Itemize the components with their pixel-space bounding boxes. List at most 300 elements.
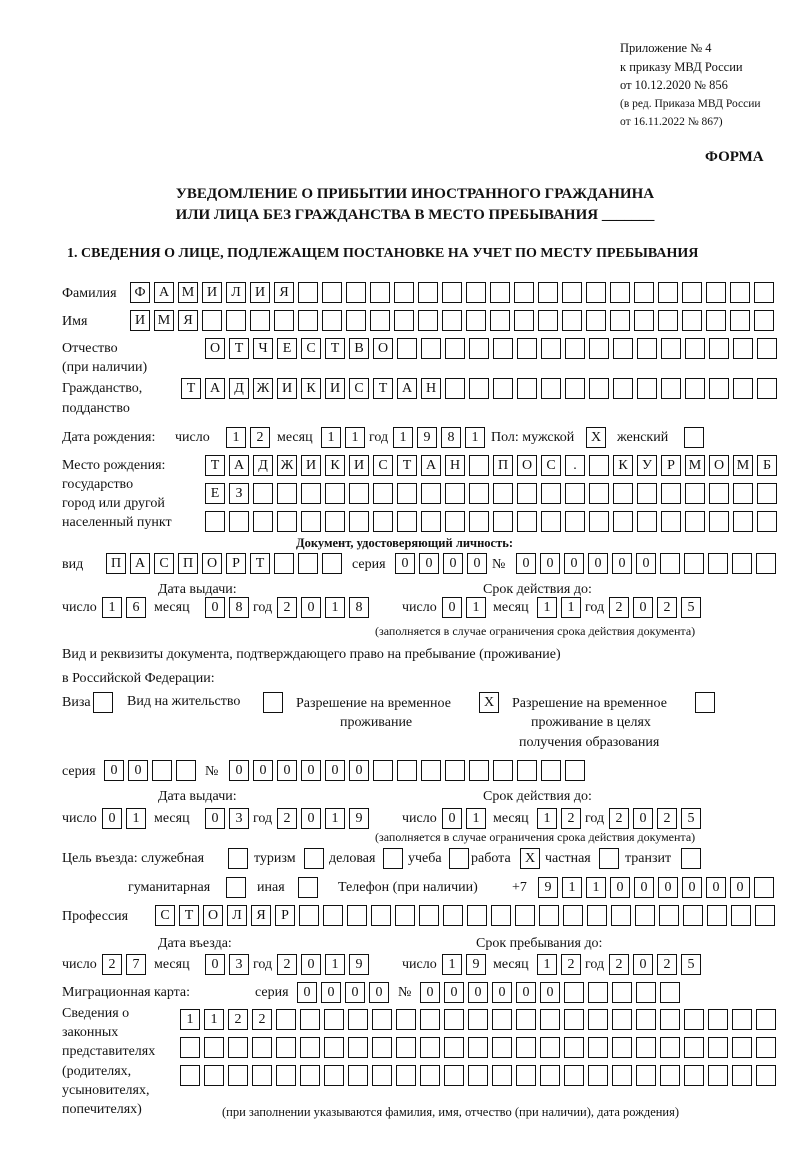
char-box[interactable]: 0 (634, 877, 654, 898)
char-box[interactable]: 0 (395, 553, 415, 574)
char-box[interactable]: К (301, 378, 321, 399)
char-box[interactable]: И (250, 282, 270, 303)
char-box[interactable] (373, 760, 393, 781)
char-box[interactable] (565, 338, 585, 359)
char-box[interactable]: Т (373, 378, 393, 399)
checkbox[interactable]: X (479, 692, 499, 713)
char-box[interactable]: 8 (229, 597, 249, 618)
char-box[interactable] (637, 378, 657, 399)
char-box[interactable] (493, 378, 513, 399)
char-box[interactable] (733, 378, 753, 399)
char-box[interactable]: 0 (730, 877, 750, 898)
char-box[interactable]: 7 (126, 954, 146, 975)
char-box[interactable]: 6 (126, 597, 146, 618)
char-box[interactable] (682, 310, 702, 331)
char-box[interactable]: 2 (609, 808, 629, 829)
char-box[interactable] (322, 553, 342, 574)
purpose-humanitarian-checkbox[interactable] (226, 877, 246, 898)
representatives-field[interactable] (180, 1065, 776, 1086)
char-box[interactable]: 0 (205, 954, 225, 975)
char-box[interactable]: 9 (538, 877, 558, 898)
char-box[interactable] (660, 1009, 680, 1030)
char-box[interactable] (612, 1037, 632, 1058)
char-box[interactable] (732, 1009, 752, 1030)
char-box[interactable] (228, 1037, 248, 1058)
char-box[interactable] (421, 338, 441, 359)
char-box[interactable]: 0 (443, 553, 463, 574)
char-box[interactable] (419, 905, 439, 926)
char-box[interactable] (562, 282, 582, 303)
profession-field[interactable] (155, 905, 775, 926)
char-box[interactable] (349, 483, 369, 504)
char-box[interactable] (637, 338, 657, 359)
char-box[interactable]: 0 (128, 760, 148, 781)
char-box[interactable] (180, 1037, 200, 1058)
char-box[interactable]: Т (397, 455, 417, 476)
char-box[interactable] (445, 483, 465, 504)
char-box[interactable] (730, 282, 750, 303)
char-box[interactable] (421, 483, 441, 504)
char-box[interactable] (176, 760, 196, 781)
char-box[interactable]: Ф (130, 282, 150, 303)
char-box[interactable]: 3 (229, 954, 249, 975)
char-box[interactable] (493, 483, 513, 504)
birth-day-field[interactable] (226, 427, 270, 448)
char-box[interactable]: Т (325, 338, 345, 359)
char-box[interactable] (228, 1065, 248, 1086)
char-box[interactable]: Я (274, 282, 294, 303)
char-box[interactable] (469, 483, 489, 504)
char-box[interactable] (445, 511, 465, 532)
char-box[interactable] (469, 455, 489, 476)
char-box[interactable]: 0 (442, 597, 462, 618)
char-box[interactable]: 5 (681, 954, 701, 975)
char-box[interactable] (636, 1037, 656, 1058)
char-box[interactable]: М (154, 310, 174, 331)
char-box[interactable] (709, 483, 729, 504)
char-box[interactable] (274, 310, 294, 331)
char-box[interactable]: А (154, 282, 174, 303)
citizenship-field[interactable] (181, 378, 777, 399)
char-box[interactable]: 0 (104, 760, 124, 781)
char-box[interactable] (635, 905, 655, 926)
char-box[interactable]: 0 (633, 954, 653, 975)
char-box[interactable]: К (325, 455, 345, 476)
char-box[interactable] (660, 982, 680, 1003)
char-box[interactable]: 2 (277, 597, 297, 618)
char-box[interactable] (517, 378, 537, 399)
char-box[interactable]: 1 (442, 954, 462, 975)
char-box[interactable] (517, 483, 537, 504)
char-box[interactable] (229, 511, 249, 532)
char-box[interactable] (706, 310, 726, 331)
char-box[interactable] (299, 905, 319, 926)
char-box[interactable] (444, 1065, 464, 1086)
char-box[interactable] (754, 282, 774, 303)
char-box[interactable] (540, 1037, 560, 1058)
char-box[interactable]: 0 (516, 553, 536, 574)
char-box[interactable]: 2 (250, 427, 270, 448)
checkbox[interactable]: X (586, 427, 606, 448)
char-box[interactable] (684, 1037, 704, 1058)
char-box[interactable] (564, 982, 584, 1003)
char-box[interactable]: С (349, 378, 369, 399)
char-box[interactable] (491, 905, 511, 926)
char-box[interactable]: Л (227, 905, 247, 926)
char-box[interactable]: 2 (609, 597, 629, 618)
purpose-private-checkbox[interactable] (599, 848, 619, 869)
char-box[interactable] (538, 310, 558, 331)
char-box[interactable] (612, 982, 632, 1003)
char-box[interactable] (202, 310, 222, 331)
char-box[interactable] (394, 310, 414, 331)
char-box[interactable] (372, 1037, 392, 1058)
char-box[interactable] (468, 1065, 488, 1086)
char-box[interactable] (709, 511, 729, 532)
char-box[interactable]: П (493, 455, 513, 476)
char-box[interactable] (469, 338, 489, 359)
surname-field[interactable] (130, 282, 774, 303)
char-box[interactable] (684, 553, 704, 574)
char-box[interactable]: С (155, 905, 175, 926)
char-box[interactable] (564, 1065, 584, 1086)
checkbox[interactable] (298, 877, 318, 898)
char-box[interactable] (754, 310, 774, 331)
char-box[interactable] (588, 1065, 608, 1086)
char-box[interactable]: 0 (419, 553, 439, 574)
char-box[interactable]: В (349, 338, 369, 359)
stay-day-field[interactable] (442, 954, 486, 975)
char-box[interactable] (610, 282, 630, 303)
char-box[interactable]: И (277, 378, 297, 399)
char-box[interactable]: Т (229, 338, 249, 359)
char-box[interactable] (589, 378, 609, 399)
checkbox[interactable] (304, 848, 324, 869)
phone-field[interactable] (538, 877, 774, 898)
char-box[interactable]: 0 (658, 877, 678, 898)
char-box[interactable]: С (154, 553, 174, 574)
char-box[interactable] (683, 905, 703, 926)
char-box[interactable]: 3 (229, 808, 249, 829)
char-box[interactable]: 1 (345, 427, 365, 448)
char-box[interactable] (346, 310, 366, 331)
stay-year-field[interactable] (609, 954, 701, 975)
char-box[interactable]: А (130, 553, 150, 574)
char-box[interactable] (757, 378, 777, 399)
char-box[interactable] (516, 1009, 536, 1030)
char-box[interactable] (348, 1065, 368, 1086)
birthplace-field[interactable] (205, 455, 777, 476)
char-box[interactable] (588, 1037, 608, 1058)
char-box[interactable] (730, 310, 750, 331)
char-box[interactable] (492, 1065, 512, 1086)
char-box[interactable] (445, 338, 465, 359)
issue-year-field[interactable] (277, 597, 369, 618)
issue-month-field[interactable] (205, 808, 249, 829)
char-box[interactable]: О (709, 455, 729, 476)
char-box[interactable]: Т (179, 905, 199, 926)
purpose-study-checkbox[interactable] (449, 848, 469, 869)
checkbox[interactable] (599, 848, 619, 869)
char-box[interactable]: 0 (205, 808, 225, 829)
char-box[interactable]: 0 (321, 982, 341, 1003)
char-box[interactable]: 2 (561, 808, 581, 829)
char-box[interactable] (659, 905, 679, 926)
char-box[interactable] (373, 483, 393, 504)
char-box[interactable] (589, 483, 609, 504)
representatives-field[interactable] (180, 1037, 776, 1058)
char-box[interactable] (372, 1065, 392, 1086)
char-box[interactable]: И (202, 282, 222, 303)
temp-residence-checkbox[interactable] (479, 692, 499, 713)
char-box[interactable] (733, 338, 753, 359)
char-box[interactable]: Д (229, 378, 249, 399)
char-box[interactable] (396, 1065, 416, 1086)
valid-month-field[interactable] (537, 597, 581, 618)
char-box[interactable] (588, 1009, 608, 1030)
char-box[interactable]: 1 (537, 954, 557, 975)
char-box[interactable] (492, 1037, 512, 1058)
char-box[interactable]: 0 (420, 982, 440, 1003)
valid-day-field[interactable] (442, 597, 486, 618)
char-box[interactable]: 2 (277, 808, 297, 829)
char-box[interactable] (661, 338, 681, 359)
char-box[interactable] (756, 1065, 776, 1086)
purpose-business-checkbox[interactable] (383, 848, 403, 869)
char-box[interactable]: О (202, 553, 222, 574)
char-box[interactable] (301, 511, 321, 532)
char-box[interactable] (708, 553, 728, 574)
char-box[interactable] (253, 511, 273, 532)
issue-month-field[interactable] (205, 597, 249, 618)
char-box[interactable]: 5 (681, 597, 701, 618)
char-box[interactable] (420, 1037, 440, 1058)
char-box[interactable]: 0 (610, 877, 630, 898)
char-box[interactable]: 2 (657, 808, 677, 829)
char-box[interactable] (514, 282, 534, 303)
char-box[interactable]: 0 (345, 982, 365, 1003)
char-box[interactable]: 1 (586, 877, 606, 898)
char-box[interactable] (732, 1037, 752, 1058)
char-box[interactable]: И (130, 310, 150, 331)
char-box[interactable]: 2 (252, 1009, 272, 1030)
char-box[interactable] (322, 310, 342, 331)
char-box[interactable] (564, 1037, 584, 1058)
char-box[interactable] (565, 760, 585, 781)
char-box[interactable] (370, 310, 390, 331)
char-box[interactable] (444, 1009, 464, 1030)
valid-month-field[interactable] (537, 808, 581, 829)
char-box[interactable]: 0 (540, 982, 560, 1003)
char-box[interactable] (586, 282, 606, 303)
char-box[interactable] (708, 1009, 728, 1030)
char-box[interactable] (324, 1037, 344, 1058)
char-box[interactable]: 0 (325, 760, 345, 781)
char-box[interactable] (658, 310, 678, 331)
char-box[interactable] (685, 511, 705, 532)
char-box[interactable] (394, 282, 414, 303)
purpose-work-checkbox[interactable] (520, 848, 540, 869)
char-box[interactable] (324, 1065, 344, 1086)
char-box[interactable]: 0 (612, 553, 632, 574)
char-box[interactable]: Р (275, 905, 295, 926)
doc-series-field[interactable] (395, 553, 487, 574)
char-box[interactable]: 1 (561, 597, 581, 618)
char-box[interactable]: 1 (325, 597, 345, 618)
char-box[interactable] (397, 338, 417, 359)
char-box[interactable] (660, 1065, 680, 1086)
char-box[interactable]: . (565, 455, 585, 476)
char-box[interactable]: 1 (204, 1009, 224, 1030)
char-box[interactable] (490, 282, 510, 303)
char-box[interactable]: О (517, 455, 537, 476)
char-box[interactable] (589, 455, 609, 476)
temp-residence-edu-checkbox[interactable] (695, 692, 715, 713)
char-box[interactable] (276, 1009, 296, 1030)
char-box[interactable] (469, 511, 489, 532)
char-box[interactable] (298, 282, 318, 303)
char-box[interactable]: 1 (321, 427, 341, 448)
checkbox[interactable] (263, 692, 283, 713)
char-box[interactable] (613, 511, 633, 532)
entry-month-field[interactable] (205, 954, 249, 975)
checkbox[interactable] (695, 692, 715, 713)
char-box[interactable]: 0 (277, 760, 297, 781)
char-box[interactable] (468, 1009, 488, 1030)
visa-checkbox[interactable] (93, 692, 113, 713)
char-box[interactable]: 0 (706, 877, 726, 898)
female-checkbox[interactable] (684, 427, 704, 448)
char-box[interactable]: 2 (561, 954, 581, 975)
char-box[interactable] (300, 1065, 320, 1086)
char-box[interactable] (445, 378, 465, 399)
char-box[interactable] (756, 553, 776, 574)
male-checkbox[interactable] (586, 427, 606, 448)
char-box[interactable] (205, 511, 225, 532)
char-box[interactable]: 2 (657, 954, 677, 975)
char-box[interactable] (684, 1009, 704, 1030)
char-box[interactable]: 9 (417, 427, 437, 448)
char-box[interactable] (660, 553, 680, 574)
char-box[interactable] (418, 310, 438, 331)
char-box[interactable]: М (733, 455, 753, 476)
char-box[interactable] (325, 483, 345, 504)
char-box[interactable]: 1 (393, 427, 413, 448)
char-box[interactable]: И (325, 378, 345, 399)
char-box[interactable]: 1 (325, 808, 345, 829)
char-box[interactable]: 2 (102, 954, 122, 975)
char-box[interactable] (636, 1009, 656, 1030)
char-box[interactable]: 1 (537, 597, 557, 618)
char-box[interactable] (516, 1037, 536, 1058)
char-box[interactable] (613, 378, 633, 399)
purpose-other-checkbox[interactable] (298, 877, 318, 898)
char-box[interactable]: 1 (562, 877, 582, 898)
valid-year-field[interactable] (609, 597, 701, 618)
char-box[interactable]: Б (757, 455, 777, 476)
char-box[interactable] (444, 1037, 464, 1058)
char-box[interactable] (540, 1009, 560, 1030)
char-box[interactable] (442, 282, 462, 303)
char-box[interactable]: А (229, 455, 249, 476)
char-box[interactable]: 0 (682, 877, 702, 898)
char-box[interactable]: 0 (492, 982, 512, 1003)
char-box[interactable] (276, 1037, 296, 1058)
char-box[interactable]: 1 (102, 597, 122, 618)
char-box[interactable] (226, 310, 246, 331)
entry-day-field[interactable] (102, 954, 146, 975)
char-box[interactable]: Ж (277, 455, 297, 476)
issue-year-field[interactable] (277, 808, 369, 829)
char-box[interactable]: О (373, 338, 393, 359)
char-box[interactable] (348, 1009, 368, 1030)
char-box[interactable]: Р (661, 455, 681, 476)
doc-type-field[interactable] (106, 553, 342, 574)
char-box[interactable]: 0 (636, 553, 656, 574)
char-box[interactable] (373, 511, 393, 532)
char-box[interactable] (612, 1065, 632, 1086)
char-box[interactable]: З (229, 483, 249, 504)
char-box[interactable] (541, 511, 561, 532)
char-box[interactable] (540, 1065, 560, 1086)
char-box[interactable] (541, 338, 561, 359)
char-box[interactable] (445, 760, 465, 781)
char-box[interactable]: О (203, 905, 223, 926)
char-box[interactable] (442, 310, 462, 331)
char-box[interactable] (541, 483, 561, 504)
char-box[interactable] (517, 511, 537, 532)
char-box[interactable] (274, 553, 294, 574)
char-box[interactable]: П (178, 553, 198, 574)
stay-number-field[interactable] (229, 760, 585, 781)
char-box[interactable] (346, 282, 366, 303)
char-box[interactable] (517, 338, 537, 359)
char-box[interactable]: У (637, 455, 657, 476)
char-box[interactable] (538, 282, 558, 303)
char-box[interactable] (349, 511, 369, 532)
char-box[interactable] (634, 310, 654, 331)
char-box[interactable]: 1 (325, 954, 345, 975)
char-box[interactable] (298, 553, 318, 574)
char-box[interactable]: Я (178, 310, 198, 331)
char-box[interactable] (588, 982, 608, 1003)
char-box[interactable]: С (301, 338, 321, 359)
entry-year-field[interactable] (277, 954, 369, 975)
char-box[interactable] (396, 1009, 416, 1030)
char-box[interactable]: 1 (466, 808, 486, 829)
char-box[interactable]: Р (226, 553, 246, 574)
char-box[interactable]: 0 (633, 597, 653, 618)
char-box[interactable] (492, 1009, 512, 1030)
char-box[interactable]: А (205, 378, 225, 399)
char-box[interactable]: 8 (349, 597, 369, 618)
char-box[interactable] (610, 310, 630, 331)
char-box[interactable] (397, 760, 417, 781)
patronymic-field[interactable] (205, 338, 777, 359)
char-box[interactable]: М (685, 455, 705, 476)
char-box[interactable]: Т (205, 455, 225, 476)
char-box[interactable] (515, 905, 535, 926)
birthplace-field[interactable] (205, 483, 777, 504)
char-box[interactable] (300, 1009, 320, 1030)
char-box[interactable] (732, 553, 752, 574)
char-box[interactable]: Л (226, 282, 246, 303)
char-box[interactable] (253, 483, 273, 504)
char-box[interactable] (755, 905, 775, 926)
char-box[interactable] (707, 905, 727, 926)
char-box[interactable]: 0 (349, 760, 369, 781)
char-box[interactable] (685, 338, 705, 359)
